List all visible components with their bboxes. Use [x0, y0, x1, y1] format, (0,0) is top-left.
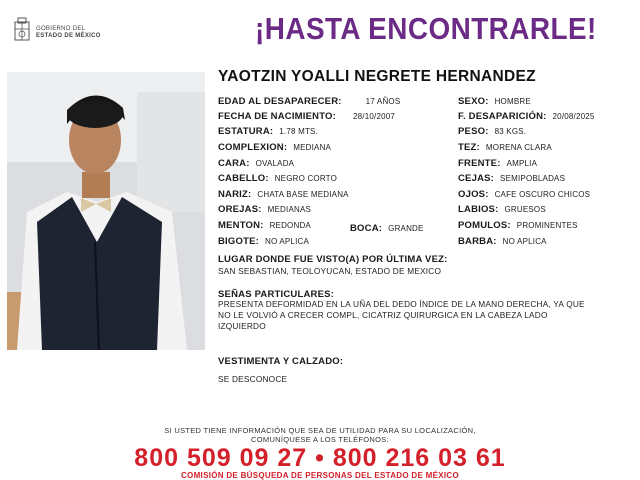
ojos-value: CAFE OSCURO CHICOS: [494, 190, 591, 199]
logo-line-2: ESTADO DE MÉXICO: [36, 33, 101, 39]
government-logo: [12, 16, 132, 46]
senas-line-1: PRESENTA DEFORMIDAD EN LA UÑA DEL DEDO ÍNDICE DE LA MANO DERECHA, YA QUE: [218, 299, 585, 309]
sexo-label: SEXO:: [458, 96, 489, 107]
peso-value: 83 KGS.: [494, 127, 527, 136]
desaparicion-value: 20/08/2025: [552, 112, 595, 121]
menton-value: REDONDA: [269, 221, 311, 230]
frente-value: AMPLIA: [506, 159, 538, 168]
field-nariz: [218, 189, 349, 200]
senas-text: [218, 299, 585, 332]
field-nacimiento: [218, 111, 395, 122]
field-edad: [218, 96, 400, 107]
person-name: YAOTZIN YOALLI NEGRETE HERNANDEZ: [218, 68, 536, 85]
sexo-value: HOMBRE: [494, 97, 531, 106]
field-ojos: [458, 189, 590, 200]
field-labios: [458, 204, 546, 215]
cara-value: OVALADA: [255, 159, 295, 168]
field-peso: [458, 126, 526, 137]
complexion-value: MEDIANA: [293, 143, 332, 152]
state-emblem-icon: [12, 16, 32, 44]
cabello-value: NEGRO CORTO: [274, 174, 338, 183]
info-line-2: COMUNÍQUESE A LOS TELÉFONOS:: [251, 435, 389, 444]
peso-label: PESO:: [458, 126, 489, 137]
boca-label: BOCA:: [350, 223, 383, 234]
field-sexo: [458, 96, 531, 107]
complexion-label: COMPLEXION:: [218, 142, 288, 153]
nariz-value: CHATA BASE MEDIANA: [257, 190, 349, 199]
field-menton: [218, 220, 311, 231]
barba-value: NO APLICA: [502, 237, 547, 246]
logo-text: [36, 26, 101, 40]
labios-value: GRUESOS: [504, 205, 546, 214]
location-value: SAN SEBASTIAN, TEOLOYUCAN, ESTADO DE MEXICO: [218, 266, 442, 276]
logo-line-1: GOBIERNO DEL: [36, 26, 86, 32]
cara-label: CARA:: [218, 158, 250, 169]
bigote-label: BIGOTE:: [218, 236, 259, 247]
field-orejas: [218, 204, 311, 215]
info-line-1: SI USTED TIENE INFORMACIÓN QUE SEA DE UTILIDAD PARA SU LOCALIZACIÓN,: [164, 426, 476, 435]
edad-value: 17 AÑOS: [365, 97, 401, 106]
ojos-label: OJOS:: [458, 189, 489, 200]
field-barba: [458, 236, 547, 247]
cejas-label: CEJAS:: [458, 173, 495, 184]
phone-numbers[interactable]: 800 509 09 27 • 800 216 03 61: [134, 444, 506, 472]
field-bigote: [218, 236, 309, 247]
barba-label: BARBA:: [458, 236, 497, 247]
tez-label: TEZ:: [458, 142, 480, 153]
estatura-value: 1.78 MTS.: [279, 127, 318, 136]
field-tez: [458, 142, 552, 153]
edad-label: EDAD AL DESAPARECER:: [218, 96, 342, 107]
location-label: LUGAR DONDE FUE VISTO(A) POR ÚLTIMA VEZ:: [218, 254, 448, 265]
estatura-label: ESTATURA:: [218, 126, 274, 137]
headline: ¡HASTA ENCONTRARLE!: [255, 11, 597, 46]
pomulos-label: POMULOS:: [458, 220, 511, 231]
desaparicion-label: F. DESAPARICIÓN:: [458, 111, 547, 122]
nariz-label: NARIZ:: [218, 189, 252, 200]
field-cara: [218, 158, 294, 169]
field-cabello: [218, 173, 337, 184]
orejas-value: MEDIANAS: [267, 205, 312, 214]
boca-value: GRANDE: [388, 224, 424, 233]
field-complexion: [218, 142, 331, 153]
vestimenta-label: VESTIMENTA Y CALZADO:: [218, 356, 344, 367]
nacimiento-value: 28/10/2007: [353, 112, 396, 121]
contact-info: [0, 426, 640, 444]
cejas-value: SEMIPOBLADAS: [500, 174, 566, 183]
field-boca: [350, 223, 424, 234]
senas-line-2: NO LE VOLVIÓ A CRECER COMPL, CICATRIZ QUIRURGICA EN LA CABEZA LADO: [218, 310, 548, 320]
field-pomulos: [458, 220, 578, 231]
vestimenta-value: SE DESCONOCE: [218, 374, 288, 384]
pomulos-value: PROMINENTES: [516, 221, 578, 230]
nacimiento-label: FECHA DE NACIMIENTO:: [218, 111, 336, 122]
field-estatura: [218, 126, 318, 137]
field-cejas: [458, 173, 565, 184]
menton-label: MENTON:: [218, 220, 264, 231]
person-photo-illustration: [7, 72, 205, 350]
labios-label: LABIOS:: [458, 204, 499, 215]
frente-label: FRENTE:: [458, 158, 501, 169]
field-frente: [458, 158, 537, 169]
senas-line-3: IZQUIERDO: [218, 321, 266, 331]
field-desaparicion: [458, 111, 595, 122]
senas-label: SEÑAS PARTICULARES:: [218, 289, 335, 300]
footer-commission: COMISIÓN DE BÚSQUEDA DE PERSONAS DEL ESTADO DE MÉXICO: [180, 471, 459, 480]
missing-person-photo: [7, 72, 205, 350]
orejas-label: OREJAS:: [218, 204, 262, 215]
cabello-label: CABELLO:: [218, 173, 269, 184]
bigote-value: NO APLICA: [264, 237, 310, 246]
tez-value: MORENA CLARA: [485, 143, 552, 152]
